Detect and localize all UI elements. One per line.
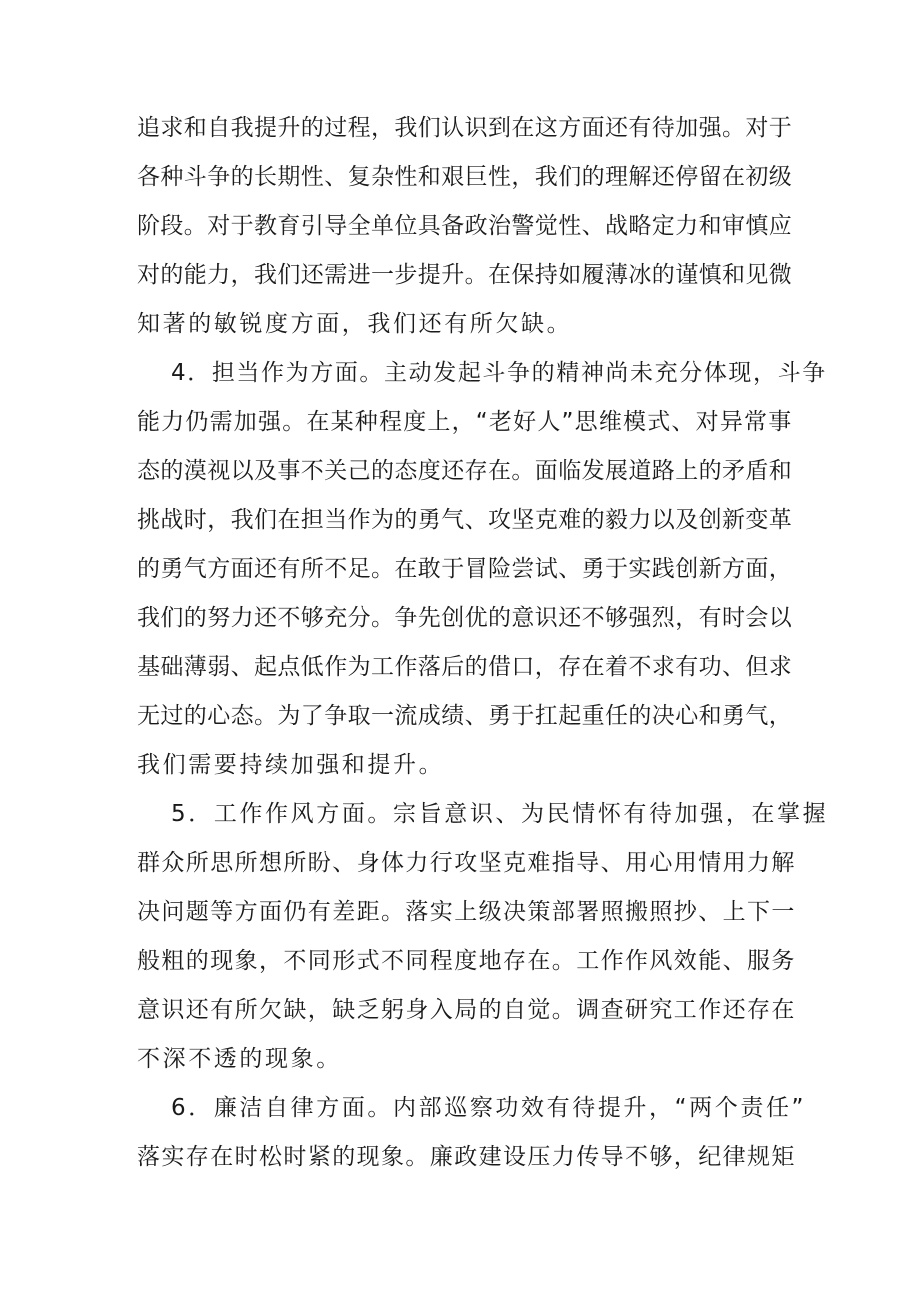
section-6-heading-line: 6．廉洁自律方面。内部巡察功效有待提升，“两个责任” — [171, 1095, 807, 1121]
text-line-17: 决问题等方面仍有差距。落实上级决策部署照搬照抄、上下一 — [137, 899, 796, 925]
text-line-13: 无过的心态。为了争取一流成绩、勇于扛起重任的决心和勇气， — [137, 703, 793, 729]
text-line-8: 态的漠视以及事不关己的态度还存在。面临发展道路上的矛盾和 — [137, 458, 793, 484]
text-line-11: 我们的努力还不够充分。争先创优的意识还不够强烈，有时会以 — [137, 605, 793, 631]
text-line-5: 知著的敏锐度方面，我们还有所欠缺。 — [137, 311, 573, 337]
text-line-14: 我们需要持续加强和提升。 — [137, 752, 445, 778]
text-line-3: 阶段。对于教育引导全单位具备政治警觉性、战略定力和审慎应 — [137, 213, 793, 239]
text-line-1: 追求和自我提升的过程，我们认识到在这方面还有待加强。对于 — [137, 115, 793, 141]
text-line-9: 挑战时，我们在担当作为的勇气、攻坚克难的毅力以及创新变革 — [137, 507, 793, 533]
text-line-12: 基础薄弱、起点低作为工作落后的借口，存在着不求有功、但求 — [137, 654, 793, 680]
text-line-10: 的勇气方面还有所不足。在敢于冒险尝试、勇于实践创新方面， — [137, 556, 793, 582]
text-line-7: 能力仍需加强。在某种程度上，“老好人”思维模式、对异常事 — [137, 409, 793, 435]
text-line-16: 群众所思所想所盼、身体力行攻坚克难指导、用心用情用力解 — [137, 850, 796, 876]
text-line-20: 不深不透的现象。 — [137, 1046, 342, 1072]
text-line-4: 对的能力，我们还需进一步提升。在保持如履薄冰的谨慎和见微 — [137, 262, 793, 288]
text-line-22: 落实存在时松时紧的现象。廉政建设压力传导不够，纪律规矩 — [137, 1144, 796, 1170]
text-line-18: 般粗的现象，不同形式不同程度地存在。工作作风效能、服务 — [137, 948, 796, 974]
section-5-heading-line: 5．工作作风方面。宗旨意识、为民情怀有待加强，在掌握 — [171, 801, 829, 827]
text-line-19: 意识还有所欠缺，缺乏躬身入局的自觉。调查研究工作还存在 — [137, 997, 796, 1023]
text-line-2: 各种斗争的长期性、复杂性和艰巨性，我们的理解还停留在初级 — [137, 164, 793, 190]
section-4-heading-line: 4．担当作为方面。主动发起斗争的精神尚未充分体现，斗争 — [171, 360, 827, 386]
